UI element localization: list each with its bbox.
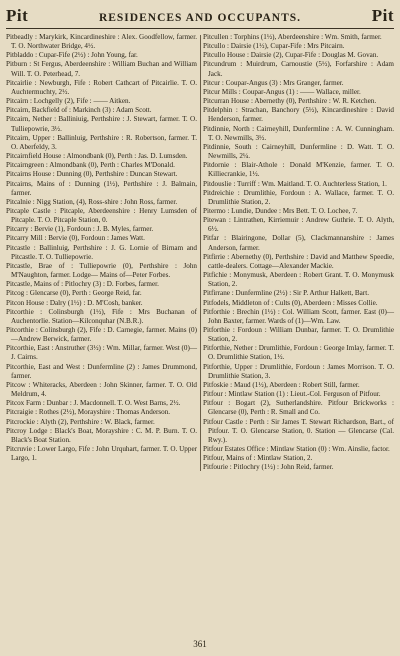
directory-entry: Pitfour Castle : Perth : Sir James T. Stewart Richardson, Bart., of Pitfour. T. O. Glencarse Station, 0. Station — Glencarse (Cal. Rwy.). — [203, 417, 394, 444]
directory-entry: Pitforthie : Fordoun : William Dunbar, farmer. T. O. Drumlithie Station, 2. — [203, 326, 394, 344]
directory-entry: Pitcaple Castle : Pitcaple, Aberdeenshire : Henry Lumsden of Pitcaple. T. O. Pitcaple Station, 0. — [6, 206, 197, 225]
directory-entry: Pitcorthie, East and West : Dunfermline (2) : James Drummond, farmer. — [6, 362, 197, 380]
header-right-word: Pit — [371, 6, 394, 25]
directory-entry: Pitcundrum : Muirdrum, Carnoustie (5½), Forfarshire : Adam Jack. — [203, 60, 394, 78]
directory-entry: Pitfour : Mintlaw Station (1) : Lieut.-Col. Ferguson of Pitfour. — [203, 390, 381, 399]
directory-entry: Pitfoskie : Maud (1½), Aberdeen : Robert Still, farmer. — [203, 380, 360, 389]
directory-entry: Pitfar : Blairingone, Dollar (5), Clackmannanshire : James Anderson, farmer. — [203, 234, 394, 252]
directory-entry: Pitcastle, Mains of : Pitlochry (3) : D. Forbes, farmer. — [6, 280, 159, 289]
directory-entry: Pitcorthie, East : Anstruther (3½) : Wm. Millar, farmer. West (0)—J. Cairns. — [6, 344, 197, 362]
directory-entry: Pitdinnie, South : Cairneyhill, Dunfermline : D. Watt. T. O. Newmills, 2¼. — [203, 142, 394, 161]
directory-entry: Pitcog : Glencarse (0), Perth : George Reid, far. — [6, 289, 142, 298]
directory-entry: Pitcairns House : Dunning (0), Perthshire : Duncan Stewart. — [6, 170, 178, 179]
directory-entry: Pitdouslie : Turriff : Wm. Maitland. T. O. Auchterless Station, 1. — [203, 179, 387, 188]
column-divider — [200, 35, 201, 471]
directory-entry: Pitcorthie : Colinsburgh (1½), Fife : Mrs Buchanan of Auchentorlie. Station—Kilconquhar (N.B.R.). — [6, 307, 197, 325]
directory-entry: Pitforthie, Nether : Drumlithie, Fordoun : George Imlay, farmer. T. O. Drumlithie Station, 1½. — [203, 344, 394, 362]
directory-entry: Pitcroy Lodge : Black's Boat, Morayshire : C. M. P. Burn. T. O. Black's Boat Station. — [6, 426, 197, 444]
directory-entry: Pitcullen : Torphins (1½), Aberdeenshire : Wm. Smith, farmer. — [203, 33, 382, 41]
directory-entry: Pitcastle : Ballinluig, Perthshire : J. G. Lornie of Birnam and Pitcastle. T. O. Tulliepowrie. — [6, 243, 197, 261]
page-number: 361 — [193, 639, 207, 649]
directory-entry: Pitbladdo : Cupar-Fife (2½) : John Young, far. — [6, 51, 138, 60]
directory-entry: Pitcrockie : Alyth (2), Perthshire : W. Black, farmer. — [6, 417, 155, 426]
directory-entry: Pitbeadly : Marykirk, Kincardineshire : Alex. Goodfellow, farmer. T. O. Northwater Bridge, 4½. — [6, 33, 197, 51]
directory-entry: Pitdreichie : Drumlithie, Fordoun : A. Wallace, farmer. T. O. Drumlithie Station, 2. — [203, 188, 394, 206]
directory-entry: Pitcastle, Brae of : Tulliepowrie (0), Perthshire : John M'Naughton, farmer. Lodge— Mains of—Peter Forbes. — [6, 261, 197, 280]
directory-entry: Pitcairn, Upper : Ballinluig, Perthshire : R. Robertson, farmer. T. O. Aberfeldy, 3. — [6, 133, 197, 151]
directory-entry: Pitcairngreen : Almondbank (0), Perth : Charles M'Donald. — [6, 161, 175, 170]
directory-entry: Pitdornie : Blair-Athole : Donald M'Kenzie, farmer. T. O. Killiecrankie, 1½. — [203, 161, 394, 179]
directory-entry: Pitfour, Mains of : Mintlaw Station, 2. — [203, 454, 313, 463]
directory-entry: Pitcullo : Dairsie (1½), Cupar-Fife : Mrs Pitcairn. — [203, 42, 345, 51]
directory-entry: Pitcorthie : Colinsburgh (2), Fife : D. Carnegie, farmer. Mains (0)—Andrew Berwick, farmer. — [6, 326, 197, 344]
directory-entry: Pitforthie, Upper : Drumlithie, Fordoun : James Morrison. T. O. Drumlithie Station, 3. — [203, 362, 394, 380]
directory-entry: Pitdinnie, North : Cairneyhill, Dunfermline : A. W. Cunningham. T. O. Newmills, 3½. — [203, 124, 394, 142]
directory-entry: Pitcairn : Lochgelly (2), Fife : —— Aitken. — [6, 97, 131, 106]
directory-entry: Pitcox Farm : Dunbar : J. Macdonnell. T. O. West Barns, 2½. — [6, 399, 181, 408]
page-title: RESIDENCES AND OCCUPANTS. — [98, 12, 302, 24]
right-column — [203, 33, 394, 473]
directory-entry: Pitcon House : Dalry (1½) : D. M'Cosh, banker. — [6, 298, 143, 307]
directory-entry: Pitcairlie : Newburgh, Fife : Robert Cathcart of Pitcairlie. T. O. Auchtermuchty, 2½. — [6, 78, 197, 96]
header-left-word: Pit — [6, 6, 29, 25]
directory-entry: Pitcullo House : Dairsie (2), Cupar-Fife : Douglas M. Govan. — [203, 51, 379, 60]
directory-entry: Pitcraigie : Rothes (2½), Morayshire : Thomas Anderson. — [6, 408, 171, 417]
directory-entry: Pitfirrane : Dunfermline (2½) : Sir P. Arthur Halkett, Bart. — [203, 289, 369, 298]
directory-entry: Pitfourie : Pitlochry (1½) : John Reid, farmer. — [203, 463, 334, 472]
directory-entry: Pitburn : St Fergus, Aberdeenshire : William Buchan and William Will. T. O. Peterhead, 7. — [6, 60, 197, 78]
page-header — [6, 6, 394, 29]
directory-entry: Pitermo : Lundie, Dundee : Mrs Bett. T. O. Lochee, 7. — [203, 206, 358, 215]
directory-entry: Pitcarry : Bervie (1), Fordoun : J. B. Myles, farmer. — [6, 225, 154, 234]
directory-entry: Pitcarry Mill : Bervie (0), Fordoun : James Watt. — [6, 234, 145, 243]
directory-entry: Pitcur Mills : Coupar-Angus (1) : —— Wallace, miller. — [203, 87, 361, 96]
directory-entry: Pitfirrie : Abernethy (0), Perthshire : David and Matthew Speedie, cattle-dealers. Cottage—Alexander Mackie. — [203, 252, 394, 270]
directory-columns — [6, 33, 394, 473]
directory-entry: Pitcalnie : Nigg Station, (4), Ross-shire : John Ross, farmer. — [6, 197, 178, 206]
directory-entry: Pitcow : Whiteracks, Aberdeen : John Skinner, farmer. T. O. Old Meldrum, 4. — [6, 380, 197, 399]
directory-entry: Pitfichie : Monymusk, Aberdeen : Robert Grant. T. O. Monymusk Station, 2. — [203, 271, 394, 289]
directory-entry: Pitcurran House : Abernethy (0), Perthshire : W. R. Ketchen. — [203, 97, 377, 106]
directory-entry: Pitfour : Bogart (2), Sutherlandshire. Pitfour Brickworks : Glencarse (0), Perth : R. Small and Co. — [203, 399, 394, 417]
directory-entry: Pitdelphin : Strachan, Banchory (5½), Kincardineshire : David Henderson, farmer. — [203, 106, 394, 124]
directory-entry: Pitforthie : Brechin (1½) : Col. William Scott, farmer. East (0)—John Baxter, farmer. Wards of (1)—Wm. Law. — [203, 307, 394, 325]
left-column — [6, 33, 197, 473]
directory-entry: Pitewan : Lintrathen, Kirriemuir : Andrew Guthrie. T. O. Alyth, 6½. — [203, 216, 394, 234]
directory-entry: Pitfodels, Middleton of : Cults (0), Aberdeen : Misses Collie. — [203, 298, 378, 307]
directory-entry: Pitcairnfield House : Almondbank (0), Perth : Jas. D. Lumsden. — [6, 152, 188, 161]
directory-entry: Pitcairn, Nether : Balliniuig, Perthshire : J. Stewart, farmer. T. O. Tulliepowrie, 3½. — [6, 115, 197, 133]
directory-entry: Pitcairns, Mains of : Dunning (1½), Perthshire : J. Balmain, farmer. — [6, 179, 197, 197]
directory-entry: Pitcur : Coupar-Angus (3) : Mrs Granger, farmer. — [203, 78, 344, 87]
directory-entry: Pitfour Estates Office : Mintlaw Station (0) : Wm. Ainslie, factor. — [203, 445, 390, 454]
directory-entry: Pitcairn, Backfield of : Markinch (3) : Adam Scott. — [6, 106, 152, 115]
directory-entry: Pitcruvie : Lower Largo, Fife : John Urquhart, farmer. T. O. Upper Largo, 1. — [6, 445, 197, 463]
